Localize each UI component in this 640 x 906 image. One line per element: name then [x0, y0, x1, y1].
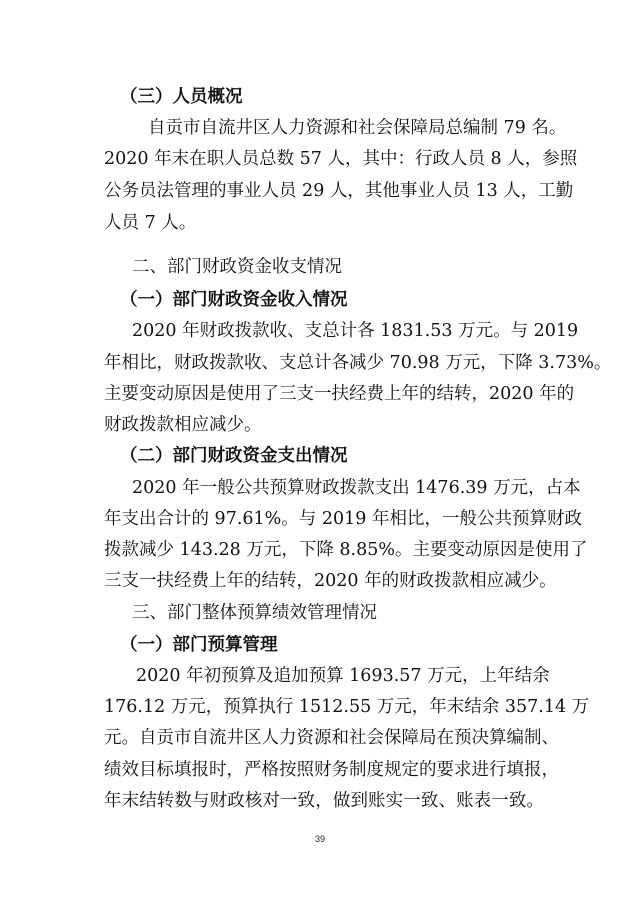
paragraph-line: 176.12 万元，预算执行 1512.55 万元，年末结余 357.14 万 [104, 697, 590, 717]
section-heading-income: （一）部门财政资金收入情况 [120, 290, 348, 310]
section-heading-personnel: （三）人员概况 [120, 87, 243, 107]
part-heading-performance: 三、部门整体预算绩效管理情况 [132, 603, 377, 623]
paragraph-line: 三支一扶经费上年的结转，2020 年的财政拨款相应减少。 [104, 571, 557, 591]
paragraph-line: 年末结转数与财政核对一致，做到账实一致、账表一致。 [104, 791, 544, 811]
paragraph-line: 财政拨款相应减少。 [104, 415, 262, 435]
paragraph-line: 拨款减少 143.28 万元，下降 8.85%。主要变动原因是使用了 [104, 540, 588, 560]
paragraph-line: 绩效目标填报时，严格按照财务制度规定的要求进行填报， [104, 760, 559, 780]
part-heading-finance: 二、部门财政资金收支情况 [132, 257, 342, 277]
paragraph-line: 年相比，财政拨款收、支总计各减少 70.98 万元，下降 3.73%。 [104, 353, 612, 373]
section-heading-expense: （二）部门财政资金支出情况 [120, 446, 348, 466]
paragraph-line: 元。自贡市自流井区人力资源和社会保障局在预决算编制、 [104, 728, 559, 748]
paragraph-line: 年支出合计的 97.61%。与 2019 年相比，一般公共预算财政 [104, 509, 582, 529]
section-heading-budget: （一）部门预算管理 [120, 635, 278, 655]
paragraph-line: 2020 年一般公共预算财政拨款支出 1476.39 万元，占本 [132, 478, 581, 498]
paragraph-line: 公务员法管理的事业人员 29 人，其他事业人员 13 人，工勤 [104, 181, 574, 201]
paragraph-line: 人员 7 人。 [104, 213, 197, 233]
paragraph-line: 主要变动原因是使用了三支一扶经费上年的结转，2020 年的 [104, 384, 575, 404]
paragraph-line: 自贡市自流井区人力资源和社会保障局总编制 79 名。 [148, 118, 567, 138]
paragraph-line: 2020 年末在职人员总数 57 人，其中：行政人员 8 人，参照 [104, 149, 578, 169]
paragraph-line: 2020 年初预算及追加预算 1693.57 万元，上年结余 [136, 666, 550, 686]
page-number: 39 [314, 834, 325, 844]
paragraph-line: 2020 年财政拨款收、支总计各 1831.53 万元。与 2019 [132, 321, 579, 341]
